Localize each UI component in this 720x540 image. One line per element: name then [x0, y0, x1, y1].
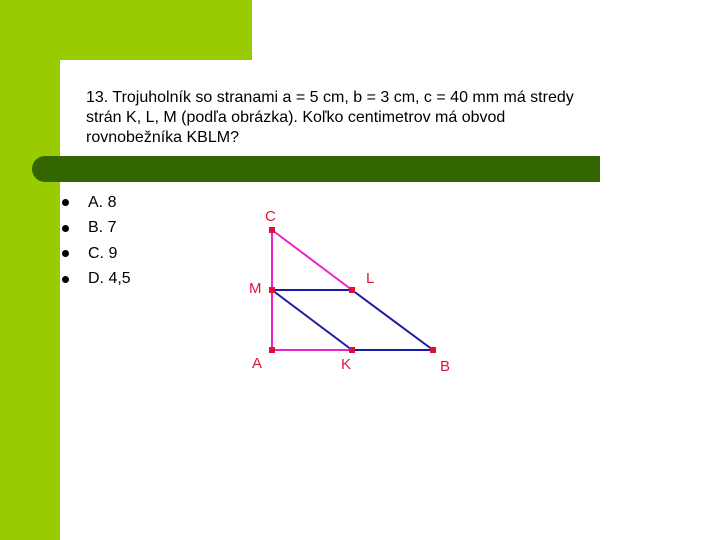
segment-mk	[272, 290, 352, 350]
option-label: A. 8	[88, 193, 117, 211]
green-top-band	[0, 0, 252, 60]
point-l	[349, 287, 355, 293]
segment-lb	[352, 290, 433, 350]
triangle-figure	[240, 200, 470, 380]
label-m: M	[249, 280, 262, 297]
option-label: D. 4,5	[88, 270, 131, 288]
option-a	[62, 190, 131, 216]
point-c	[269, 227, 275, 233]
point-b	[430, 347, 436, 353]
bullet-icon	[62, 199, 69, 206]
point-k	[349, 347, 355, 353]
question-line-2: strán K, L, M (podľa obrázka). Koľko centimetrov má obvod	[86, 109, 506, 126]
bullet-icon	[62, 250, 69, 257]
point-a	[269, 347, 275, 353]
segment-cl	[272, 230, 352, 290]
bullet-icon	[62, 225, 69, 232]
bullet-icon	[62, 276, 69, 283]
question-line-3: rovnobežníka KBLM?	[86, 129, 239, 146]
option-c	[62, 241, 131, 267]
label-l: L	[366, 270, 375, 287]
label-a: A	[252, 355, 263, 372]
green-left-band	[0, 0, 60, 540]
answer-options	[62, 190, 131, 292]
question-line-1: 13. Trojuholník so stranami a = 5 cm, b = 3 cm, c = 40 mm má stredy	[86, 89, 574, 106]
label-b: B	[440, 358, 451, 375]
option-d	[62, 267, 131, 293]
option-label: B. 7	[88, 219, 117, 237]
point-m	[269, 287, 275, 293]
label-c: C	[265, 208, 276, 225]
divider-bar	[32, 156, 600, 182]
label-k: K	[341, 356, 352, 373]
question-text	[86, 88, 686, 148]
option-b	[62, 216, 131, 242]
option-label: C. 9	[88, 244, 118, 262]
